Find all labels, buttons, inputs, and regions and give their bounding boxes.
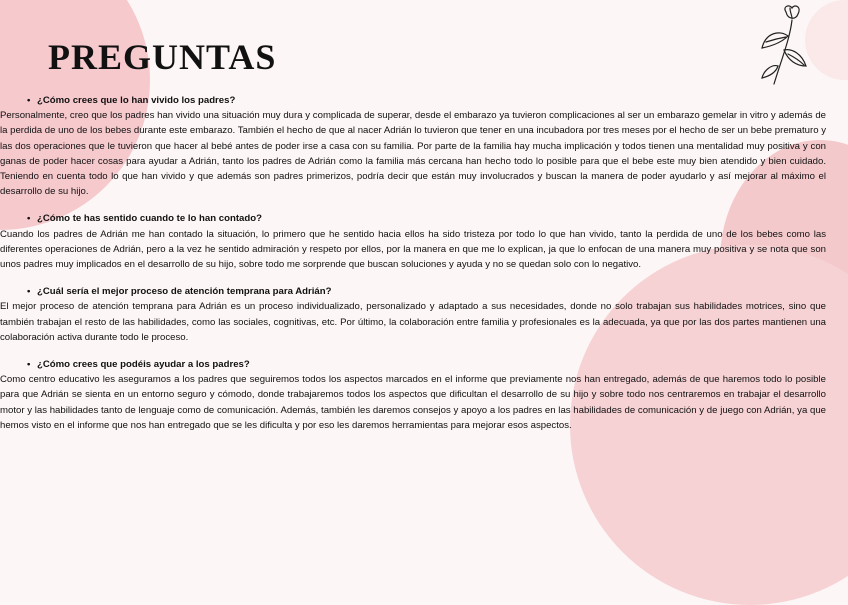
question-heading: • ¿Cómo te has sentido cuando te lo han contado? xyxy=(0,211,826,226)
question-section-1 xyxy=(0,93,826,199)
question-section-2 xyxy=(0,211,826,272)
question-heading: • ¿Cómo crees que podéis ayudar a los padres? xyxy=(0,357,826,372)
question-section-3 xyxy=(0,284,826,345)
answer-paragraph: El mejor proceso de atención temprana para Adrián es un proceso individualizado, personalizado y adaptado a sus necesidades, donde no solo trabajan sus habilidades motrices, sino que también trabajan el resto de las habilidades, como las sociales, cognitivas, etc. Por último, la colaboración entre familia y profesionales es la adecuada, ya que por las dos partes mantienen una colaboración activa durante todo le proceso. xyxy=(0,301,826,343)
question-section-4 xyxy=(0,357,826,433)
question-heading: • ¿Cuál sería el mejor proceso de atención temprana para Adrián? xyxy=(0,284,826,299)
answer-paragraph: Cuando los padres de Adrián me han contado la situación, lo primero que he sentido hacia ellos ha sido tristeza por todo lo que han vivido, tanto la perdida de uno de los bebes como las diferentes operaciones de Adrián, pero a la vez he sentido admiración y respeto por ellos, por la manera en que me lo explican, ja que lo enfocan de una manera muy positiva y se nota que son unos padres muy implicados en el desarrollo de su hijo, sobre todo me sorprende que buscan soluciones y ayuda y no se quedan solo con lo negativo. xyxy=(0,228,826,271)
question-heading: • ¿Cómo crees que lo han vivido los padres? xyxy=(0,93,826,108)
tulip-drawing-icon xyxy=(752,2,812,88)
page-title: PREGUNTAS xyxy=(48,37,277,77)
questions-list xyxy=(0,93,826,433)
answer-paragraph: Personalmente, creo que los padres han vivido una situación muy dura y complicada de superar, desde el embarazo ya tuvieron complicaciones al ser un embarazo gemelar in vitro y además de la perdida de uno de los bebes durante este embarazo. También el hecho de que al nacer Adrián lo tuvieron que tener en una incubadora por tres meses por el hecho de ser un bebe prematuro y las dos operaciones que le tuvieron que hacer al bebé antes de poder irse a casa con su familia. Por parte de la familia hay mucha implicación y todos tienen una mentalidad muy positiva y con ganas de poder hacer cosas para ayudar a Adrián, tanto los padres de Adrián como la familia más cercana han hecho todo lo posible para que el bebe este muy bien atendido y bien cuidado. Teniendo en cuenta todo lo que han vivido y que además son padres primerizos, podría decir que están muy involucrados y buscan la manera de poder ayudarlo y así mejorar al máximo el desarrollo de su hijo. xyxy=(0,110,826,198)
answer-paragraph: Como centro educativo les aseguramos a los padres que seguiremos todos los aspectos marcados en el informe que previamente nos han entregado, además de que haremos todo lo posible para que Adrián se sienta en un entorno seguro y cómodo, donde trabajaremos todos los aspectos que dificultan el desarrollo de su hijo y sobre todo nos centraremos en trabajar el desarrollo motor y las habilidades tanto de lenguaje como de comunicación. Además, también les daremos consejos y apoyo a los padres en las habilidades de comunicación y de juego con Adrián, ya que hemos visto en el informe que nos han entregado que se les dificulta y por eso les daremos herramientas para mejorar esos aspectos. xyxy=(0,374,826,431)
